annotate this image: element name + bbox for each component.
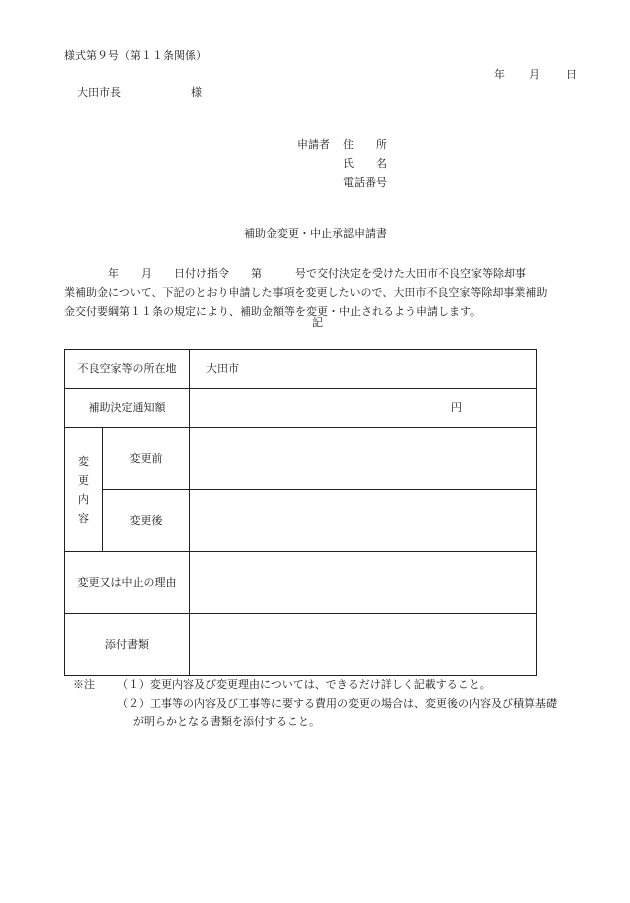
body-line: 業補助金について、下記のとおり申請した事項を変更したいので、大田市不良空家等除却事業補助 (64, 286, 548, 299)
reason-value (190, 552, 537, 614)
note-item: （１）変更内容及び変更理由については、できるだけ詳しく記載すること。 (117, 678, 491, 691)
after-value (190, 490, 537, 552)
date-day: 日 (566, 68, 577, 81)
addressee-honorific: 様 (191, 86, 202, 99)
before-value (190, 428, 537, 490)
date-year: 年 (494, 68, 505, 81)
table-row (65, 428, 537, 490)
vertical-char: 容 (78, 511, 89, 525)
document-title: 補助金変更・中止承認申請書 (244, 227, 387, 240)
ki-heading: 記 (312, 316, 323, 329)
applicant-name-label: 氏 名 (343, 157, 387, 170)
attachments-value (190, 614, 537, 676)
table-row (65, 490, 537, 552)
reason-label: 変更又は中止の理由 (65, 552, 190, 614)
table-row (65, 552, 537, 614)
application-table (64, 349, 537, 676)
body-paragraph (64, 264, 580, 321)
amount-label: 補助決定通知額 (65, 389, 190, 428)
applicant-phone-label: 電話番号 (343, 176, 387, 189)
notes-marker: ※注 (73, 678, 95, 691)
date-month: 月 (529, 68, 540, 81)
note-item-continued: が明らかとなる書類を添付すること。 (133, 715, 320, 728)
applicant-label: 申請者 (297, 138, 330, 151)
vertical-char: 更 (78, 473, 89, 487)
before-label: 変更前 (103, 428, 190, 490)
vertical-char: 内 (78, 492, 89, 506)
location-label: 不良空家等の所在地 (65, 350, 190, 389)
after-label: 変更後 (103, 490, 190, 552)
vertical-char: 変 (78, 454, 89, 468)
location-value: 大田市 (190, 350, 537, 389)
addressee-name: 大田市長 (77, 86, 121, 99)
table-row (65, 614, 537, 676)
applicant-address-label: 住 所 (343, 138, 387, 151)
attachments-label: 添付書類 (65, 614, 190, 676)
form-number: 様式第９号（第１１条関係） (64, 49, 207, 62)
body-line: 年 月 日付け指令 第 号で交付決定を受けた大田市不良空家等除却事 (64, 267, 526, 280)
amount-unit: 円 (190, 389, 537, 428)
body-line: 金交付要綱第１１条の規定により、補助金額等を変更・中止されるよう申請します。 (64, 305, 482, 318)
table-row (65, 350, 537, 389)
change-content-label (65, 428, 103, 552)
table-row (65, 389, 537, 428)
note-item: （２）工事等の内容及び工事等に要する費用の変更の場合は、変更後の内容及び積算基礎 (117, 697, 557, 710)
